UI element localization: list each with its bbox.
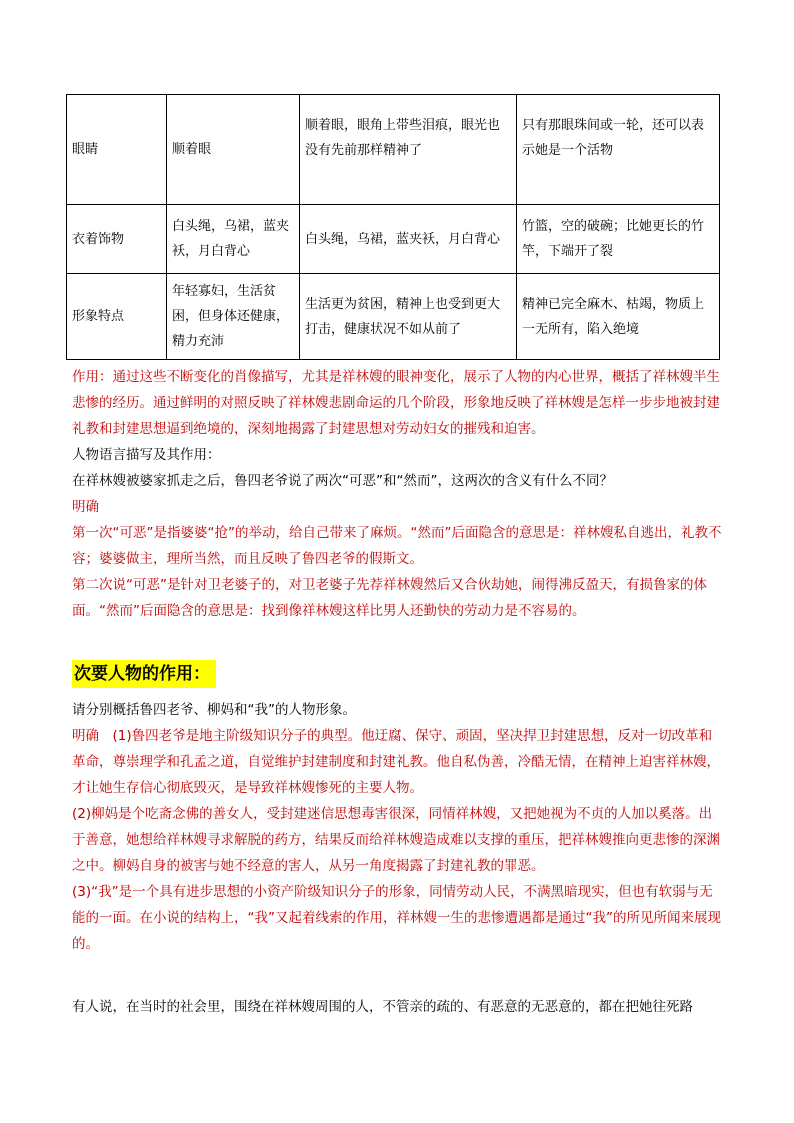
row-label: 眼睛	[67, 95, 167, 205]
row-label: 形象特点	[67, 274, 167, 360]
table-cell: 只有那眼珠间或一轮，还可以表示她是一个活物	[517, 95, 720, 205]
answer-paragraph-1: 第一次“可恶”是指婆婆“抢”的举动，给自己带来了麻烦。“然而”后面隐含的意思是：祥林嫂私自逃出，礼教不容；婆婆做主，理所当然，而且反映了鲁四老爷的假斯文。	[72, 525, 722, 567]
table-cell: 竹篮，空的破碗；比她更长的竹竿，下端开了裂	[517, 205, 720, 274]
table-cell: 顺着眼，眼角上带些泪痕，眼光也没有先前那样精神了	[300, 95, 517, 205]
table-row	[67, 205, 720, 274]
answer-paragraph-1: 明确 (1)鲁四老爷是地主阶级知识分子的典型。他迂腐、保守、顽固，坚决捍卫封建思想，反对一切改革和革命，尊崇理学和孔孟之道，自觉维护封建制度和封建礼教。他自私伪善，冷酷无情，在精神上迫害祥林嫂，才让她生存信心彻底毁灭，是导致祥林嫂惨死的主要人物。	[72, 728, 720, 796]
table-cell: 精神已完全麻木、枯竭，物质上一无所有，陷入绝境	[517, 274, 720, 360]
answer-paragraph-3: (3)“我”是一个具有进步思想的小资产阶级知识分子的形象，同情劳动人民，不满黑暗现实，但也有软弱与无能的一面。在小说的结构上，“我”又起着线索的作用，祥林嫂一生的悲惨遭遇都是通过“我”的所见所闻来展现的。	[72, 884, 721, 952]
answer-label: 明确	[72, 499, 99, 515]
language-title: 人物语言描写及其作用：	[72, 447, 221, 463]
comparison-table	[66, 94, 720, 360]
closing-paragraph: 有人说，在当时的社会里，围绕在祥林嫂周围的人，不管亲的疏的、有恶意的无恶意的，都在把她往死路	[72, 999, 693, 1015]
table-cell: 年轻寡妇，生活贫困，但身体还健康，精力充沛	[167, 274, 300, 360]
section-minor-characters	[72, 697, 724, 957]
row-label: 衣着饰物	[67, 205, 167, 274]
answer-paragraph-2: (2)柳妈是个吃斋念佛的善女人，受封建迷信思想毒害很深，同情祥林嫂，又把她视为不贞的人加以奚落。出于善意，她想给祥林嫂寻求解脱的药方，结果反而给祥林嫂造成难以支撑的重压，把祥林嫂推向更悲惨的深渊之中。柳妈自身的被害与她不经意的害人，从另一角度揭露了封建礼教的罪恶。	[72, 806, 720, 874]
section-portrait-effect	[72, 364, 724, 624]
table-cell: 顺着眼	[167, 95, 300, 205]
question-paragraph: 在祥林嫂被婆家抓走之后，鲁四老爷说了两次“可恶”和“然而”，这两次的含义有什么不同？	[72, 473, 613, 489]
table-cell: 生活更为贫困，精神上也受到更大打击，健康状况不如从前了	[300, 274, 517, 360]
table-row	[67, 95, 720, 205]
closing-paragraph-block	[72, 994, 724, 1020]
table-row	[67, 274, 720, 360]
section-heading: 次要人物的作用：	[72, 660, 216, 688]
answer-paragraph-2: 第二次说“可恶”是针对卫老婆子的，对卫老婆子先荐祥林嫂然后又合伙劫她，闹得沸反盈天，有损鲁家的体面。“然而”后面隐含的意思是：找到像祥林嫂这样比男人还勤快的劳动力是不容易的。	[72, 577, 707, 619]
prompt-paragraph: 请分别概括鲁四老爷、柳妈和“我”的人物形象。	[72, 702, 356, 718]
table-cell: 白头绳，乌裙，蓝夹袄，月白背心	[300, 205, 517, 274]
table-cell: 白头绳，乌裙，蓝夹袄，月白背心	[167, 205, 300, 274]
effect-paragraph: 作用：通过这些不断变化的肖像描写，尤其是祥林嫂的眼神变化，展示了人物的内心世界，概括了祥林嫂半生悲惨的经历。通过鲜明的对照反映了祥林嫂悲剧命运的几个阶段，形象地反映了祥林嫂是怎样一步步地被封建礼教和封建思想逼到绝境的，深刻地揭露了封建思想对劳动妇女的摧残和迫害。	[72, 369, 720, 437]
